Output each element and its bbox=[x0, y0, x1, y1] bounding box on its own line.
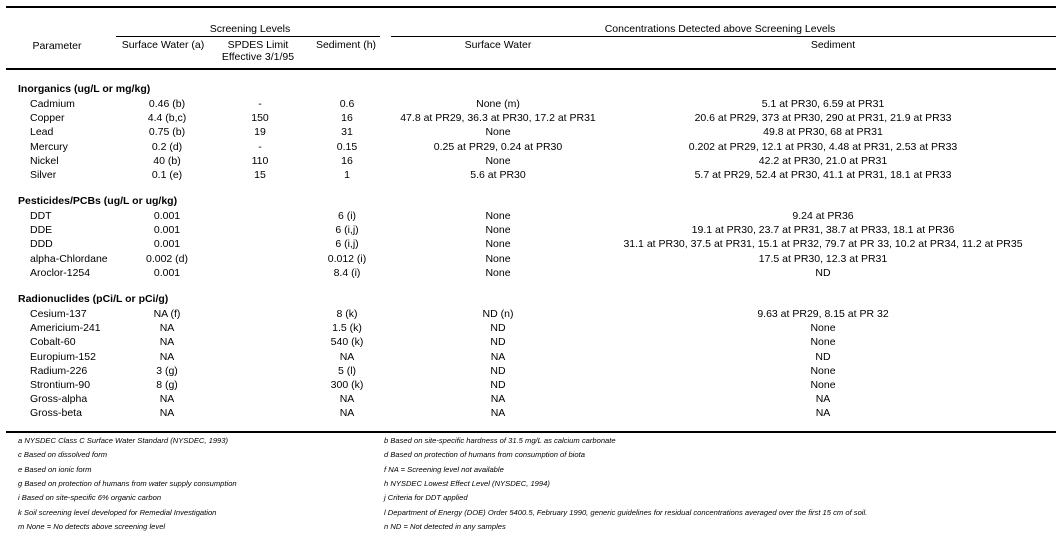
col-header-surface-water: Surface Water (a) bbox=[121, 39, 205, 51]
cell-detected-sediment: 9.24 at PR36 bbox=[792, 210, 854, 222]
footnote: j Criteria for DDT applied bbox=[384, 493, 468, 503]
cell-sediment: 6 (i,j) bbox=[335, 224, 359, 237]
cell-surface-water: 40 (b) bbox=[153, 154, 181, 167]
cell-parameter: alpha-Chlordane bbox=[30, 252, 108, 265]
cell-detected-sediment: 19.1 at PR30, 23.7 at PR31, 38.7 at PR33, 18.1 at PR36 bbox=[691, 224, 955, 237]
cell-sediment: NA bbox=[339, 407, 355, 420]
cell-surface-water: 0.001 bbox=[153, 238, 181, 251]
cell-sediment: NA bbox=[339, 350, 355, 363]
cell-surface-water: NA bbox=[159, 393, 175, 406]
cell-parameter: DDE bbox=[30, 224, 53, 237]
cell-surface-water: 8 (g) bbox=[156, 379, 178, 391]
cell-spdes: 15 bbox=[254, 169, 266, 181]
cell-detected-sediment: 20.6 at PR29, 373 at PR30, 290 at PR31, 21.9 at PR33 bbox=[694, 112, 952, 125]
cell-detected-surface-water: NA bbox=[490, 407, 506, 420]
footnote: l Department of Energy (DOE) Order 5400.5, February 1990, generic guidelines for residual concentrations averaged over the first 15 cm of soil. bbox=[384, 507, 868, 517]
cell-detected-surface-water: None bbox=[485, 238, 511, 251]
footnote: b Based on site-specific hardness of 31.5 mg/L as calcium carbonate bbox=[384, 436, 616, 445]
cell-parameter: Americium-241 bbox=[30, 322, 101, 335]
cell-sediment: 540 (k) bbox=[330, 336, 364, 349]
cell-sediment: 8.4 (i) bbox=[333, 266, 361, 279]
cell-parameter: Europium-152 bbox=[30, 350, 96, 363]
cell-parameter: Nickel bbox=[30, 154, 59, 167]
cell-surface-water: NA bbox=[159, 322, 175, 335]
cell-detected-surface-water: None bbox=[485, 154, 511, 167]
cell-detected-sediment: 9.63 at PR29, 8.15 at PR 32 bbox=[757, 308, 889, 320]
cell-detected-surface-water: None bbox=[485, 252, 511, 265]
group-rule-detected bbox=[391, 36, 1056, 37]
cell-parameter: Cesium-137 bbox=[30, 308, 87, 320]
col-header-sediment: Sediment (h) bbox=[315, 39, 377, 51]
cell-parameter: Copper bbox=[30, 112, 65, 125]
footnote: d Based on protection of humans from consumption of biota bbox=[384, 450, 585, 460]
cell-detected-sediment: 49.8 at PR30, 68 at PR31 bbox=[763, 126, 883, 139]
cell-sediment: 5 (l) bbox=[337, 364, 357, 377]
cell-parameter: DDT bbox=[30, 210, 52, 222]
cell-sediment: 300 (k) bbox=[330, 379, 364, 391]
cell-surface-water: 3 (g) bbox=[156, 364, 178, 377]
cell-parameter: DDD bbox=[30, 238, 53, 251]
cell-detected-surface-water: ND bbox=[490, 379, 506, 391]
cell-surface-water: NA bbox=[159, 336, 175, 349]
col-header-detected-surface-water: Surface Water bbox=[464, 39, 532, 51]
cell-spdes: 110 bbox=[251, 154, 269, 167]
cell-parameter: Gross-alpha bbox=[30, 393, 88, 406]
cell-surface-water: 0.001 bbox=[153, 210, 181, 222]
col-header-parameter: Parameter bbox=[32, 40, 82, 52]
cell-detected-sediment: ND bbox=[815, 266, 831, 279]
cell-surface-water: 0.001 bbox=[153, 266, 181, 279]
group-header-detected: Concentrations Detected above Screening Levels bbox=[604, 23, 836, 35]
group-rule-screening bbox=[116, 36, 380, 37]
footnote: c Based on dissolved form bbox=[18, 450, 108, 460]
cell-surface-water: NA bbox=[159, 407, 175, 420]
cell-detected-surface-water: None bbox=[485, 126, 511, 139]
bottom-rule bbox=[6, 431, 1056, 433]
cell-parameter: Radium-226 bbox=[30, 364, 88, 377]
cell-parameter: Aroclor-1254 bbox=[30, 266, 91, 279]
cell-sediment: 31 bbox=[341, 126, 353, 139]
cell-surface-water: 0.2 (d) bbox=[151, 140, 183, 153]
cell-sediment: NA bbox=[339, 393, 355, 406]
cell-detected-surface-water: None (m) bbox=[476, 98, 520, 110]
cell-sediment: 1 bbox=[344, 169, 350, 181]
cell-surface-water: 0.001 bbox=[153, 224, 181, 237]
cell-detected-sediment: 0.202 at PR29, 12.1 at PR30, 4.48 at PR31, 2.53 at PR33 bbox=[688, 140, 958, 153]
cell-spdes: - bbox=[258, 98, 262, 110]
cell-surface-water: NA bbox=[159, 350, 175, 363]
cell-detected-surface-water: ND bbox=[490, 364, 506, 377]
section-title: Radionuclides (pCi/L or pCi/g) bbox=[18, 293, 169, 305]
cell-sediment: 6 (i) bbox=[337, 210, 357, 222]
cell-detected-sediment: NA bbox=[815, 393, 831, 406]
footnote: h NYSDEC Lowest Effect Level (NYSDEC, 1994) bbox=[384, 478, 550, 488]
cell-sediment: 0.6 bbox=[339, 98, 355, 110]
footnote: e Based on ionic form bbox=[18, 464, 92, 474]
cell-detected-sediment: 31.1 at PR30, 37.5 at PR31, 15.1 at PR32, 79.7 at PR 33, 10.2 at PR34, 11.2 at PR35 bbox=[623, 238, 1023, 251]
cell-detected-sediment: 17.5 at PR30, 12.3 at PR31 bbox=[758, 252, 888, 265]
cell-spdes: 150 bbox=[251, 112, 269, 125]
cell-surface-water: 0.75 (b) bbox=[148, 126, 186, 139]
cell-spdes: - bbox=[258, 140, 262, 153]
cell-detected-sediment: None bbox=[810, 379, 836, 391]
section-title: Pesticides/PCBs (ug/L or ug/kg) bbox=[18, 195, 178, 207]
footnote: m None = No detects above screening level bbox=[18, 521, 166, 531]
cell-sediment: 0.012 (i) bbox=[327, 252, 367, 265]
cell-detected-sediment: None bbox=[810, 336, 836, 349]
cell-parameter: Gross-beta bbox=[30, 407, 82, 420]
cell-detected-sediment: None bbox=[810, 322, 836, 335]
cell-sediment: 6 (i,j) bbox=[335, 238, 359, 251]
cell-detected-surface-water: None bbox=[485, 224, 511, 237]
cell-sediment: 0.15 bbox=[336, 140, 358, 153]
cell-detected-surface-water: ND (n) bbox=[482, 308, 514, 320]
cell-parameter: Strontium-90 bbox=[30, 379, 91, 391]
footnote: i Based on site-specific 6% organic carbon bbox=[18, 493, 162, 503]
cell-parameter: Cobalt-60 bbox=[30, 336, 76, 349]
cell-detected-surface-water: 47.8 at PR29, 36.3 at PR30, 17.2 at PR31 bbox=[400, 112, 596, 125]
cell-detected-sediment: None bbox=[810, 364, 836, 377]
cell-detected-sediment: 5.7 at PR29, 52.4 at PR30, 41.1 at PR31, 18.1 at PR33 bbox=[694, 169, 952, 181]
cell-detected-surface-water: NA bbox=[490, 350, 506, 363]
cell-detected-surface-water: None bbox=[485, 210, 511, 222]
cell-spdes: 19 bbox=[254, 126, 266, 139]
cell-sediment: 16 bbox=[341, 112, 353, 125]
cell-detected-sediment: 5.1 at PR30, 6.59 at PR31 bbox=[761, 98, 885, 110]
cell-sediment: 8 (k) bbox=[336, 308, 358, 320]
cell-detected-sediment: ND bbox=[815, 350, 831, 363]
cell-detected-surface-water: NA bbox=[490, 393, 506, 406]
footnote: g Based on protection of humans from water supply consumption bbox=[18, 478, 237, 488]
col-header-spdes-line2: Effective 3/1/95 bbox=[221, 51, 295, 63]
header-rule bbox=[6, 68, 1056, 70]
section-title: Inorganics (ug/L or mg/kg) bbox=[18, 83, 151, 95]
cell-detected-surface-water: None bbox=[485, 266, 511, 279]
footnote: a NYSDEC Class C Surface Water Standard (NYSDEC, 1993) bbox=[18, 436, 229, 445]
cell-surface-water: NA (f) bbox=[153, 308, 181, 320]
cell-parameter: Cadmium bbox=[30, 98, 75, 110]
cell-detected-surface-water: ND bbox=[490, 336, 506, 349]
col-header-detected-sediment: Sediment bbox=[810, 39, 856, 51]
cell-surface-water: 0.1 (e) bbox=[151, 169, 183, 181]
group-header-screening: Screening Levels bbox=[209, 23, 291, 35]
cell-parameter: Lead bbox=[30, 126, 54, 139]
cell-parameter: Mercury bbox=[30, 140, 68, 153]
cell-surface-water: 0.002 (d) bbox=[145, 252, 189, 265]
cell-surface-water: 4.4 (b,c) bbox=[147, 112, 187, 125]
footnote: k Soil screening level developed for Remedial Investigation bbox=[18, 507, 217, 517]
cell-detected-surface-water: ND bbox=[490, 322, 506, 335]
footnote: f NA = Screening level not available bbox=[384, 464, 504, 474]
cell-detected-surface-water: 5.6 at PR30 bbox=[470, 169, 526, 181]
cell-surface-water: 0.46 (b) bbox=[148, 98, 186, 110]
cell-detected-sediment: 42.2 at PR30, 21.0 at PR31 bbox=[758, 154, 888, 167]
cell-detected-sediment: NA bbox=[815, 407, 831, 420]
cell-parameter: Silver bbox=[30, 169, 57, 181]
cell-detected-surface-water: 0.25 at PR29, 0.24 at PR30 bbox=[433, 140, 563, 153]
col-header-spdes-line1: SPDES Limit bbox=[227, 39, 289, 51]
footnote: n ND = Not detected in any samples bbox=[384, 521, 506, 531]
cell-sediment: 16 bbox=[341, 154, 353, 167]
cell-sediment: 1.5 (k) bbox=[332, 322, 362, 335]
top-rule bbox=[6, 6, 1056, 8]
